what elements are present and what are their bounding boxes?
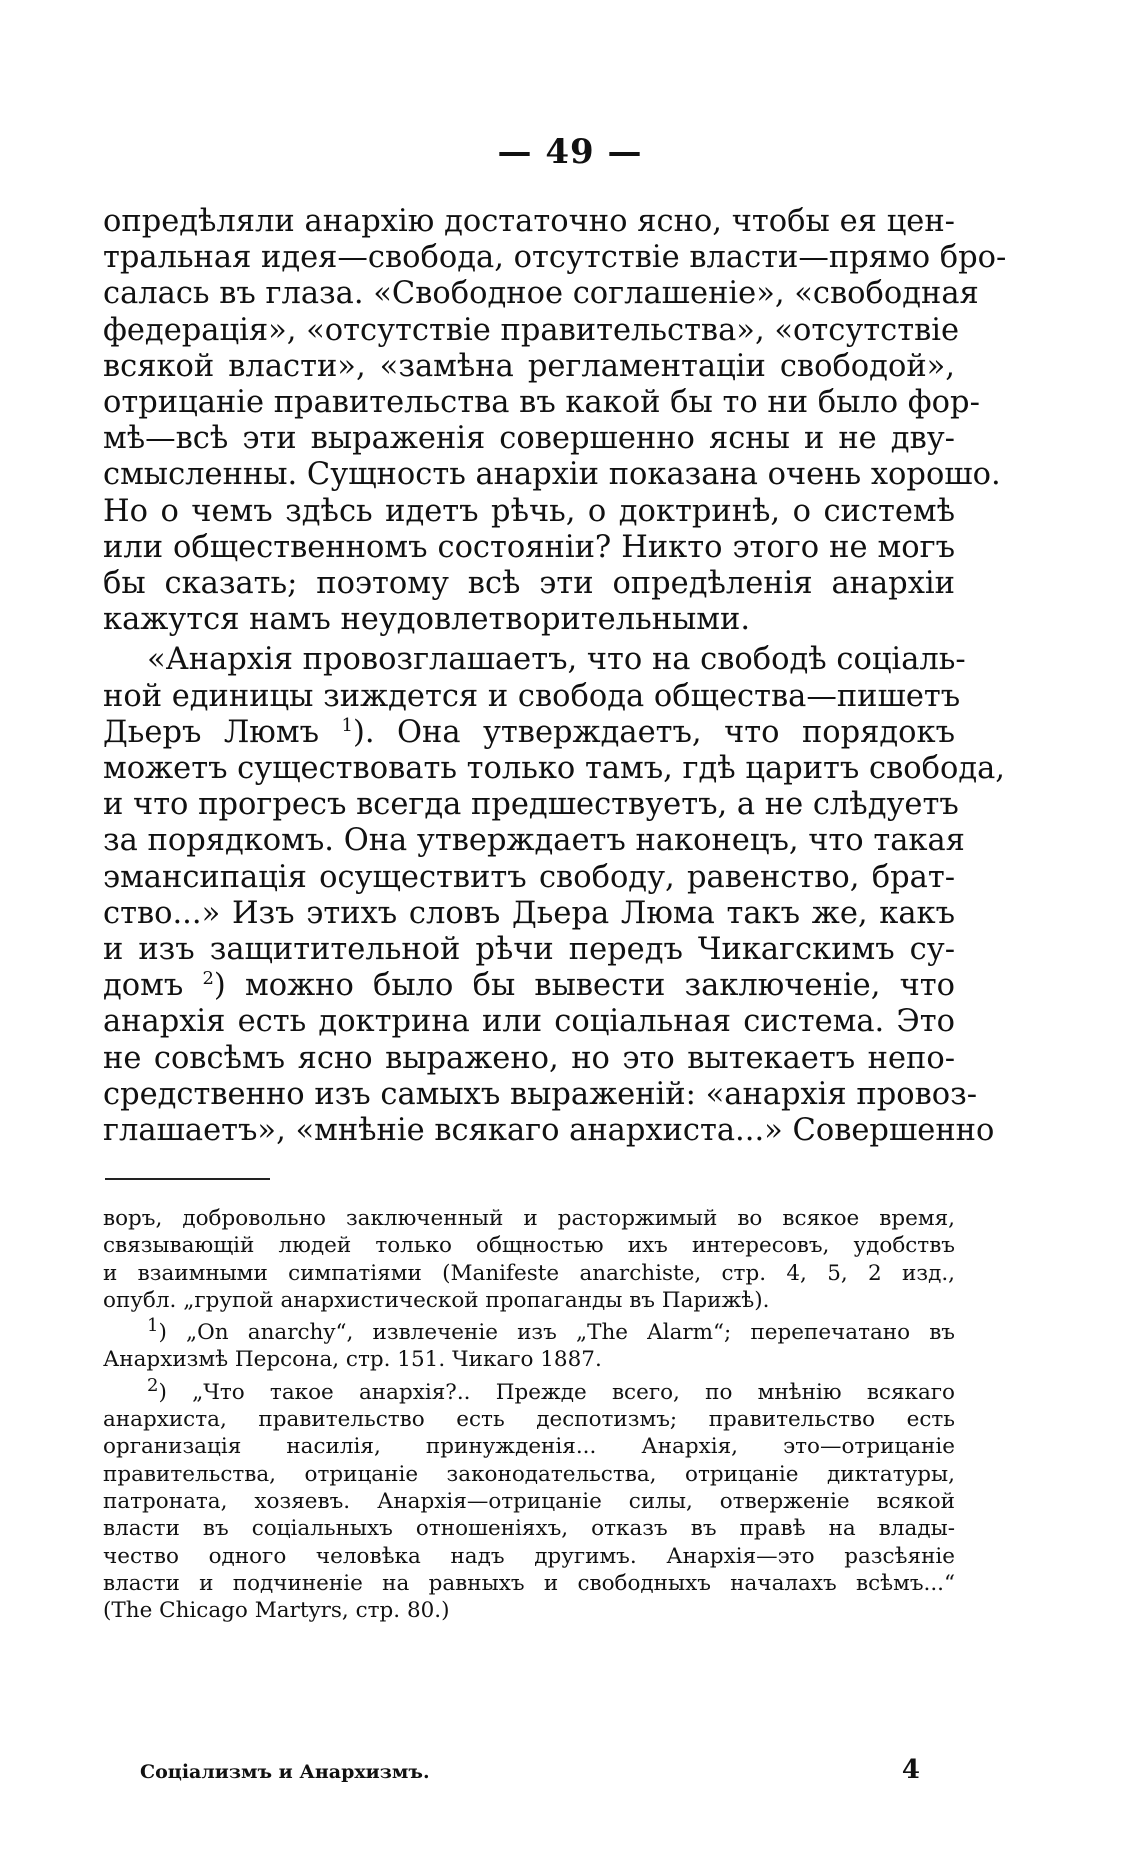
text-line: смысленны. Сущность анархіи показана очень хорошо.: [103, 457, 1001, 493]
text-line: за порядкомъ. Она утверждаетъ наконецъ, что такая: [103, 823, 965, 859]
footnote-line: правительства, отрицаніе законодательства, отрицаніе диктатуры,: [103, 1461, 955, 1487]
footnote-line: связывающій людей только общностью ихъ интересовъ, удобствъ: [103, 1233, 955, 1259]
text-line: ство...» Изъ этихъ словъ Дьера Люма такъ же, какъ: [103, 895, 955, 931]
text-line: Но о чемъ здѣсь идетъ рѣчь, о доктринѣ, о системѣ: [103, 493, 955, 529]
text-line: глашаетъ», «мнѣніе всякаго анархиста...» Совершенно: [103, 1113, 995, 1149]
footnotes: [103, 1205, 955, 1624]
footnote-line: власти и подчиненіе на равныхъ и свободныхъ началахъ всѣмъ...“: [103, 1570, 955, 1596]
text-line-with-ref: [103, 968, 955, 1004]
text-line: и что прогресъ всегда предшествуетъ, а не слѣдуетъ: [103, 787, 959, 823]
text-line: «Анархія провозглашаетъ, что на свободѣ соціаль-: [147, 642, 966, 678]
page-footer: [140, 1755, 920, 1793]
footnote-line: опубл. „групой анархистической пропаганды въ Парижѣ).: [103, 1287, 770, 1313]
text-line: отрицаніе правительства въ какой бы то ни было фор-: [103, 385, 980, 421]
text-line: и изъ защитительной рѣчи передъ Чикагскимъ су-: [103, 932, 955, 968]
text-line: эмансипація осуществитъ свободу, равенство, брат-: [103, 859, 955, 895]
footnote-line: власти въ соціальныхъ отношеніяхъ, отказъ въ правѣ на влады-: [103, 1516, 955, 1542]
text-line: средственно изъ самыхъ выраженій: «анархія провоз-: [103, 1076, 978, 1112]
text-line: ной единицы зиждется и свобода общества—пишетъ: [103, 678, 961, 714]
text-fragment: ) „On anarchy“, извлеченіе изъ „The Alarm“; перепечатано въ: [158, 1320, 955, 1346]
text-fragment: ) можно было бы вывести заключеніе, что: [213, 968, 955, 1004]
page-number: — 49 —: [497, 132, 643, 172]
footnote-line: патроната, хозяевъ. Анархія—отрицаніе силы, отверженіе всякой: [103, 1488, 955, 1514]
text-line: анархія есть доктрина или соціальная система. Это: [103, 1004, 955, 1040]
text-fragment: ) „Что такое анархія?.. Прежде всего, по мнѣнію всякаго: [158, 1379, 955, 1405]
text-line: кажутся намъ неудовлетворительными.: [103, 602, 751, 638]
text-line: не совсѣмъ ясно выражено, но это вытекаетъ непо-: [103, 1040, 955, 1076]
footnote-marker-2: 2: [147, 1374, 159, 1396]
text-line: можетъ существовать только тамъ, гдѣ царитъ свобода,: [103, 751, 1005, 787]
text-line: салась въ глаза. «Свободное соглашеніе», «свободная: [103, 276, 979, 312]
footnote-2-line: [103, 1374, 955, 1406]
text-line: всякой власти», «замѣна регламентаціи свободой»,: [103, 348, 955, 384]
text-line: тральная идея—свобода, отсутствіе власти—прямо бро-: [103, 240, 1007, 276]
footnote-line: Анархизмѣ Персона, стр. 151. Чикаго 1887.: [103, 1347, 602, 1373]
text-line: федерація», «отсутствіе правительства», «отсутствіе: [103, 312, 960, 348]
text-line: бы сказать; поэтому всѣ эти опредѣленія анархіи: [103, 566, 955, 602]
main-text: [103, 204, 1007, 1149]
text-fragment: Дьеръ Люмъ: [103, 714, 319, 750]
book-title-footer: Соціализмъ и Анархизмъ.: [140, 1761, 430, 1783]
signature-mark: 4: [901, 1755, 920, 1785]
footnote-marker-1: 1: [147, 1315, 159, 1337]
footnote-line: чество одного человѣка надъ другимъ. Анархія—это разсѣяніе: [103, 1543, 955, 1569]
footnote-line: и взаимными симпатіями (Manifeste anarchiste, стр. 4, 5, 2 изд.,: [103, 1260, 955, 1286]
text-line: мѣ—всѣ эти выраженія совершенно ясны и не дву-: [103, 421, 955, 457]
text-line: или общественномъ состояніи? Никто этого не могъ: [103, 529, 955, 565]
footnote-1-line: [103, 1315, 955, 1346]
footnote-line: организація насилія, принужденія... Анархія, это—отрицаніе: [103, 1434, 955, 1460]
footnote-line: (The Chicago Martyrs, стр. 80.): [103, 1598, 450, 1624]
text-fragment: ). Она утверждаетъ, что порядокъ: [352, 714, 956, 750]
footnote-line: анархиста, правительство есть деспотизмъ; правительство есть: [103, 1407, 955, 1433]
text-line: опредѣляли анархію достаточно ясно, чтобы ея цен-: [103, 204, 955, 239]
footnote-line: воръ, добровольно заключенный и расторжимый во всякое время,: [103, 1206, 955, 1231]
footnote-separator: [105, 1178, 270, 1180]
text-fragment: домъ: [103, 968, 184, 1004]
footnote-ref-2: 2: [202, 968, 214, 990]
footnote-ref-1: 1: [341, 714, 353, 736]
text-line-with-ref: [103, 715, 955, 751]
